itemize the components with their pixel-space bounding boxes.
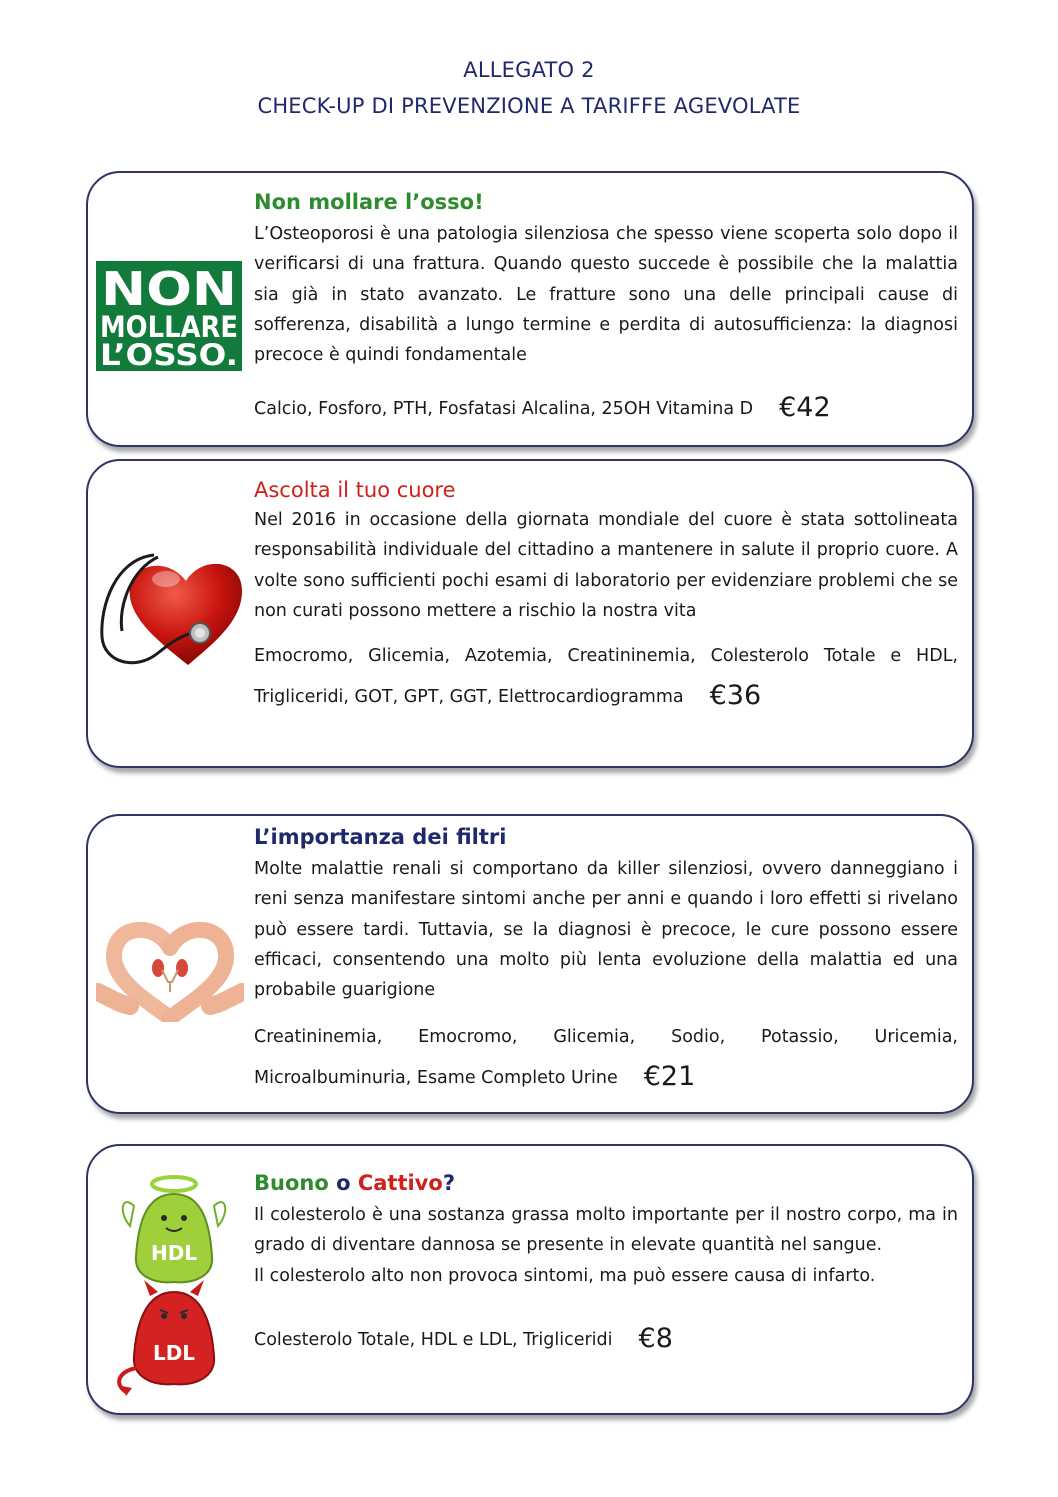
title-cattivo: Cattivo bbox=[357, 1171, 443, 1195]
card-kidney bbox=[86, 814, 974, 1114]
card-title: Ascolta il tuo cuore bbox=[254, 478, 456, 502]
svg-text:L’OSSO.: L’OSSO. bbox=[100, 338, 238, 371]
title-o: o bbox=[328, 1171, 358, 1195]
tests-list: Calcio, Fosforo, PTH, Fosfatasi Alcalina, 25OH Vitamina D bbox=[254, 399, 754, 420]
card-description: Molte malattie renali si comportano da killer silenziosi, ovvero danneggiano i reni senza manifestare sintomi anche per anni e quando i loro effetti si rivelano può essere tardi. Tuttavia, se la diagnosi è precoce, le cure possono essere efficaci, consentendo una molto più lenta evoluzione della malattia ed una probabile guarigione bbox=[254, 859, 958, 1001]
card-description-2: Il colesterolo alto non provoca sintomi, ma può essere causa di infarto. bbox=[254, 1265, 876, 1286]
card-title: Non mollare l’osso! bbox=[254, 190, 484, 214]
tests-list: Colesterolo Totale, HDL e LDL, Trigliceridi bbox=[254, 1329, 613, 1350]
hdl-ldl-mascots-icon bbox=[96, 1172, 244, 1396]
title-buono: Buono bbox=[254, 1171, 329, 1195]
non-mollare-losso-logo bbox=[96, 261, 244, 371]
card-title: L’importanza dei filtri bbox=[254, 825, 507, 849]
hands-heart-kidneys-image bbox=[96, 918, 244, 1022]
price-label: €8 bbox=[638, 1322, 673, 1354]
price-label: €36 bbox=[709, 680, 762, 712]
header-line-2: CHECK-UP DI PREVENZIONE A TARIFFE AGEVOLATE bbox=[257, 94, 801, 118]
tests-list: Emocromo, Glicemia, Azotemia, Creatininemia, Colesterolo Totale e HDL, Trigliceridi, GOT, GPT, GGT, Elettrocardiogramma bbox=[254, 646, 958, 708]
card-title bbox=[254, 1168, 958, 1198]
tests-list: Creatininemia, Emocromo, Glicemia, Sodio, Potassio, Uricemia, Microalbuminuria, Esame Completo Urine bbox=[254, 1027, 958, 1089]
svg-text:NON: NON bbox=[101, 262, 237, 316]
card-tests bbox=[254, 1017, 958, 1098]
price-label: €21 bbox=[643, 1061, 696, 1093]
svg-text:HDL: HDL bbox=[150, 1241, 198, 1265]
price-label: €42 bbox=[779, 392, 831, 424]
card-tests bbox=[254, 1319, 958, 1360]
title-question-mark: ? bbox=[442, 1171, 455, 1195]
svg-text:MOLLARE: MOLLARE bbox=[100, 310, 238, 344]
card-description: L’Osteoporosi è una patologia silenziosa che spesso viene scoperta solo dopo il verificarsi di una frattura. Quando questo succede è possibile che la malattia sia già in stato avanzato. Le fratture sono una delle principali cause di sofferenza, disabilità a lungo termine e perdita di autosufficienza: la diagnosi precoce è quindi fondamentale bbox=[254, 224, 958, 366]
bone-logo-icon bbox=[96, 261, 244, 371]
heart-stethoscope-image bbox=[96, 545, 244, 673]
card-tests bbox=[254, 388, 958, 429]
card-tests bbox=[254, 636, 958, 717]
page-header bbox=[0, 52, 1058, 124]
hdl-ldl-mascots-image bbox=[96, 1172, 244, 1396]
card-heart bbox=[86, 459, 974, 768]
hands-heart-icon bbox=[96, 918, 244, 1022]
svg-text:LDL: LDL bbox=[152, 1341, 196, 1365]
header-line-1: ALLEGATO 2 bbox=[463, 58, 595, 82]
card-cholesterol bbox=[86, 1144, 974, 1415]
card-description-1: Il colesterolo è una sostanza grassa molto importante per il nostro corpo, ma in grado di diventare dannosa se presente in elevate quantità nel sangue. bbox=[254, 1205, 958, 1256]
heart-stethoscope-icon bbox=[96, 545, 244, 673]
card-description: Nel 2016 in occasione della giornata mondiale del cuore è stata sottolineata responsabilità individuale del cittadino a mantenere in salute il proprio cuore. A volte sono sufficienti pochi esami di laboratorio per evidenziare problemi che se non curati possono mettere a rischio la nostra vita bbox=[254, 510, 958, 621]
card-osteoporosis bbox=[86, 171, 974, 447]
